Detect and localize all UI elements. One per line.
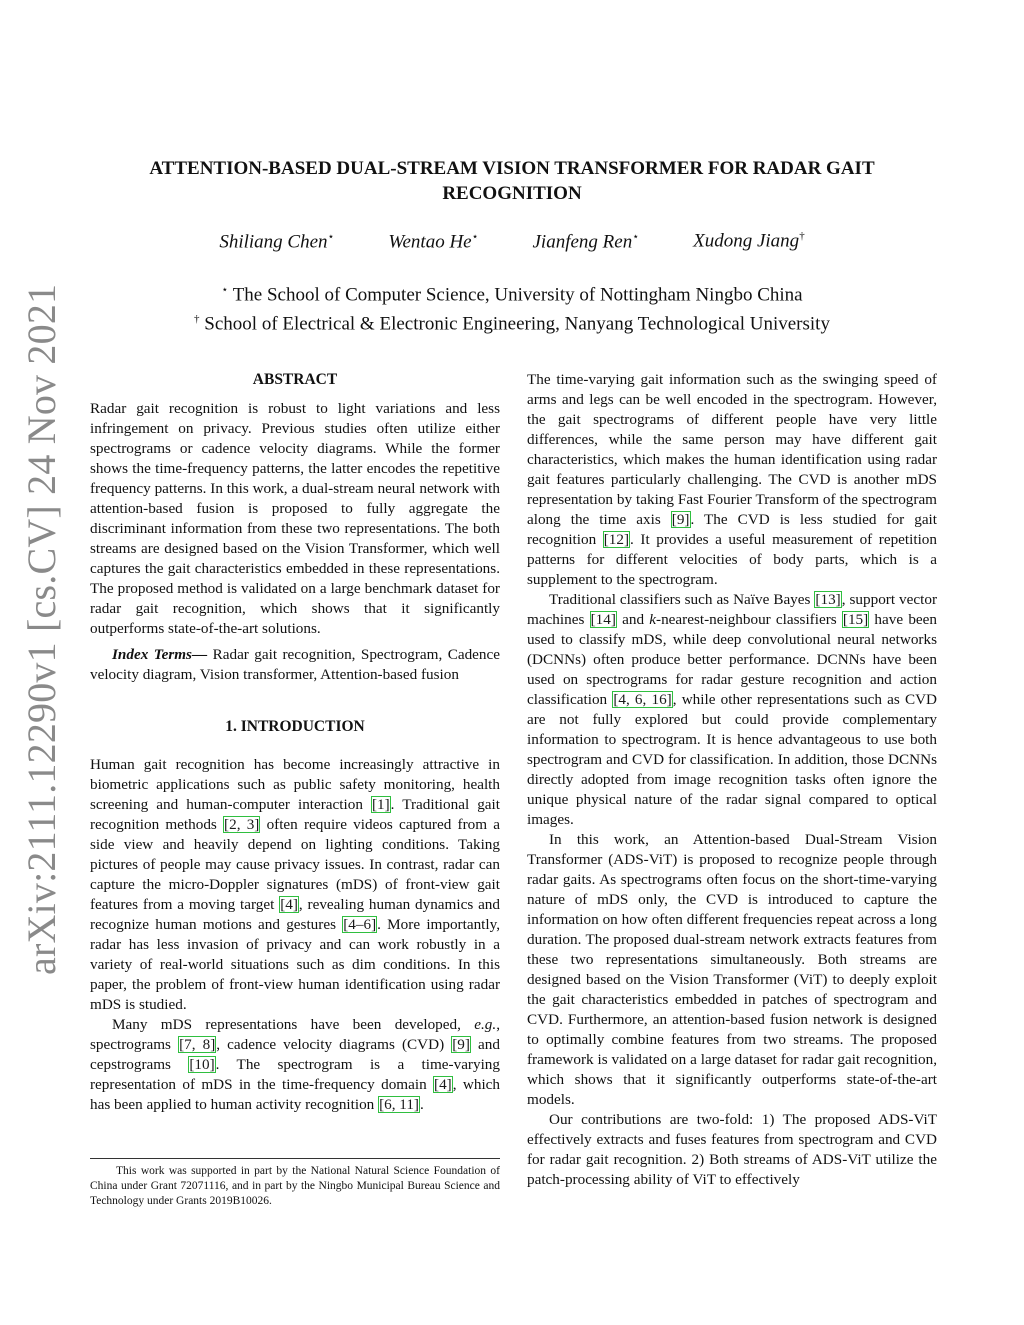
citation-link[interactable]: [14]	[590, 611, 616, 628]
citation-link[interactable]: [9]	[671, 511, 690, 528]
citation-link[interactable]: [13]	[815, 591, 841, 608]
citation-link[interactable]: [7, 8]	[179, 1036, 216, 1053]
citation-link[interactable]: [10]	[189, 1056, 215, 1073]
intro-paragraph-5: In this work, an Attention-based Dual-Stream Vision Transformer (ADS-ViT) is proposed to recognize people through radar gaits. As spectrograms often focus on the short-time-varying nature of mDS only, the CVD is introduced to capture the information on how often different frequencies repeat across a long duration. The proposed dual-stream network extracts features from these two representations simultaneously. Both streams are designed based on the Vision Transformer (ViT) to deeply exploit the gait characteristics embedded in patches of spectrogram and CVD. Furthermore, an attention-based fusion network is designed to optimally combine features from two streams. The proposed framework is validated on a large dataset for radar gait recognition, which shows that it significantly outperforms state-of-the-art models.	[527, 831, 937, 1108]
footnote	[90, 1158, 500, 1209]
citation-link[interactable]: [4]	[280, 896, 298, 913]
citation-link[interactable]: [15]	[842, 611, 869, 628]
intro-paragraph-3: The time-varying gait information such as the swinging speed of arms and legs can be well encoded in the spectrogram. However, the gait spectrograms of different people have very little differences, while the same person may have different gait characteristics, which makes the human identification using radar gait features particularly challenging. The CVD is another mDS representation by taking Fast Fourier Transform of the spectrogram along the time axis [9]. The CVD is less studied for gait recognition [12]. It provides a useful measurement of repetition patterns for different velocities of body parts, which is a supplement to the spectrogram.	[527, 371, 937, 588]
intro-paragraph-2: Many mDS representations have been developed, e.g., spectrograms [7, 8], cadence velocity diagrams (CVD) [9] and cepstrograms [10]. The spectrogram is a time-varying representation of mDS in the time-frequency domain [4], which has been applied to human activity recognition [6, 11].	[90, 1016, 500, 1113]
citation-link[interactable]: [4]	[434, 1076, 452, 1093]
citation-link[interactable]: [2, 3]	[224, 816, 260, 833]
citation-link[interactable]: [6, 11]	[379, 1096, 419, 1113]
author-list	[80, 230, 944, 253]
intro-paragraph-6: Our contributions are two-fold: 1) The proposed ADS-ViT effectively extracts and fuses features from spectrogram and CVD for radar gait recognition. 2) Both streams of ADS-ViT utilize the patch-processing ability of ViT to effectively	[527, 1111, 937, 1188]
index-terms: Index Terms— Radar gait recognition, Spectrogram, Cadence velocity diagram, Vision transformer, Attention-based fusion	[90, 646, 500, 683]
abstract-text: Radar gait recognition is robust to light variations and less infringement on privacy. Previous studies often utilize either spectrograms or cadence velocity diagrams. While the former shows the time-frequency patterns, the latter encodes the repetitive frequency patterns. In this work, a dual-stream neural network with attention-based fusion is proposed to fully aggregate the discriminant information from these two representations. The both streams are designed based on the Vision Transformer, which well captures the gait characteristics embedded in these representations. The proposed method is validated on a large benchmark dataset for radar gait recognition, which shows that it significantly outperforms state-of-the-art solutions.	[90, 400, 500, 637]
citation-link[interactable]: [4–6]	[343, 916, 377, 933]
affiliation: † School of Electrical & Electronic Engineering, Nanyang Technological University	[194, 313, 830, 335]
citation-link[interactable]: [1]	[371, 796, 390, 813]
intro-paragraph-4: Traditional classifiers such as Naïve Bayes [13], support vector machines [14] and k-nearest-neighbour classifiers [15] have been used to classify mDS, while deep convolutional neural networks (DCNNs) often produce better performance. DCNNs have been used on spectrograms for radar gesture recognition and action classification [4, 6, 16], while other representations such as CVD are not fully explored but could provide complementary information to spectrogram. It is hence advantageous to use both spectrogram and CVD for classification. In addition, those DCNNs directly adopted from image recognition tasks often ignore the unique physical nature of the radar signal compared to optical images.	[527, 591, 938, 828]
citation-link[interactable]: [4, 6, 16]	[613, 691, 672, 708]
author: Shiliang Chen⋆	[219, 231, 335, 253]
citation-link[interactable]: [12]	[603, 531, 630, 548]
section-heading-introduction: 1. INTRODUCTION	[225, 718, 365, 735]
index-terms-label: Index Terms—	[112, 646, 208, 663]
affiliations	[80, 278, 944, 337]
citation-link[interactable]: [9]	[452, 1036, 470, 1053]
author: Xudong Jiang†	[693, 230, 805, 252]
affiliation: ⋆ The School of Computer Science, University of Nottingham Ningbo China	[221, 284, 803, 306]
left-column	[90, 370, 500, 1115]
author: Jianfeng Ren⋆	[532, 231, 640, 253]
right-column	[527, 370, 937, 1190]
abstract-heading: ABSTRACT	[252, 371, 338, 388]
arxiv-identifier: arXiv:2111.12290v1 [cs.CV] 24 Nov 2021	[19, 283, 64, 975]
paper-title: ATTENTION-BASED DUAL-STREAM VISION TRANSFORMER FOR RADAR GAIT RECOGNITION	[149, 158, 875, 204]
author: Wentao He⋆	[388, 231, 479, 253]
funding-note: This work was supported in part by the National Natural Science Foundation of China under Grant 72071116, and in part by the Ningbo Municipal Bureau Science and Technology under Grants 2019B10026.	[90, 1165, 500, 1207]
intro-paragraph-1: Human gait recognition has become increasingly attractive in biometric applications such as public safety monitoring, health screening and human-computer interaction [1]. Traditional gait recognition methods [2, 3] often require videos captured from a side view and heavily depend on lighting conditions. Taking pictures of people may cause privacy issues. In contrast, radar can capture the micro-Doppler signatures (mDS) of front-view gait features from a moving target [4], revealing human dynamics and recognize human motions and gestures [4–6]. More importantly, radar has less invasion of privacy and can work robustly in a variety of real-world situations such as dim conditions. In this paper, the problem of front-view human identification using radar mDS is studied.	[90, 756, 500, 1013]
